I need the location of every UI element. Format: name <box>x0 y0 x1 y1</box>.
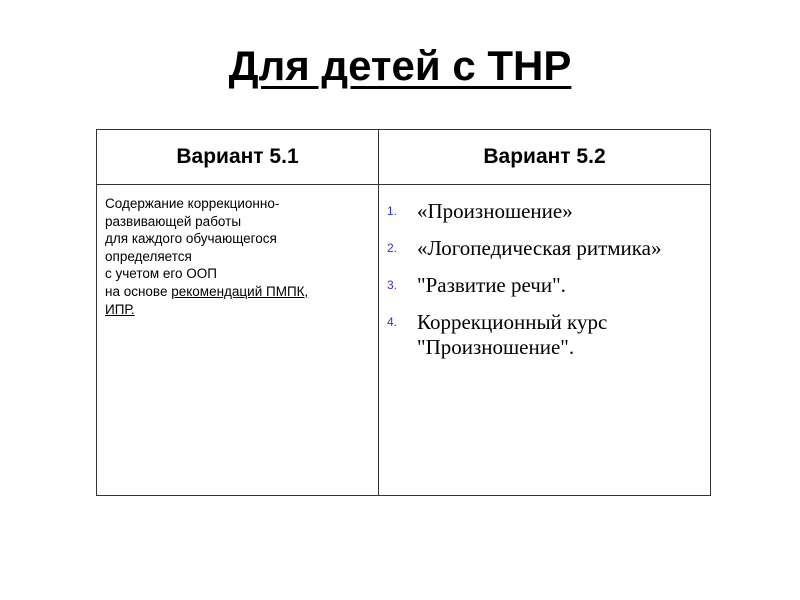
list-number: 2. <box>387 241 398 255</box>
header-variant-5-2: Вариант 5.2 <box>379 130 711 185</box>
table-header-row <box>97 130 711 185</box>
description-prefix: на основе <box>105 283 172 299</box>
list-number: 1. <box>387 204 398 218</box>
header-variant-5-1: Вариант 5.1 <box>97 130 379 185</box>
description-line-last <box>105 283 372 301</box>
recommendations-link[interactable]: рекомендаций ПМПК, <box>171 283 309 299</box>
variant-5-1-description <box>97 185 379 496</box>
description-line: развивающей работы <box>105 213 242 229</box>
list-item <box>387 199 704 224</box>
variants-table <box>96 129 711 496</box>
ipr-link[interactable]: ИПР. <box>105 301 135 317</box>
list-item <box>387 273 704 298</box>
list-item-text: "Развитие речи". <box>417 273 566 297</box>
description-line: с учетом его ООП <box>105 266 218 282</box>
slide-title: Для детей с ТНР <box>228 42 572 89</box>
list-item <box>387 310 704 360</box>
list-item <box>387 236 704 261</box>
description-line: для каждого обучающегося <box>105 231 277 247</box>
list-item-text: «Произношение» <box>417 199 573 223</box>
description-line: Содержание коррекционно- <box>105 196 280 211</box>
table-body-row <box>97 185 711 496</box>
list-item-text: Коррекционный курс "Произношение". <box>417 310 608 359</box>
description-line: определяется <box>105 248 192 264</box>
variant-5-2-list-cell <box>379 185 711 496</box>
list-number: 4. <box>387 315 398 329</box>
courses-list <box>387 199 704 360</box>
list-item-text: «Логопедическая ритмика» <box>417 236 662 260</box>
list-number: 3. <box>387 278 398 292</box>
